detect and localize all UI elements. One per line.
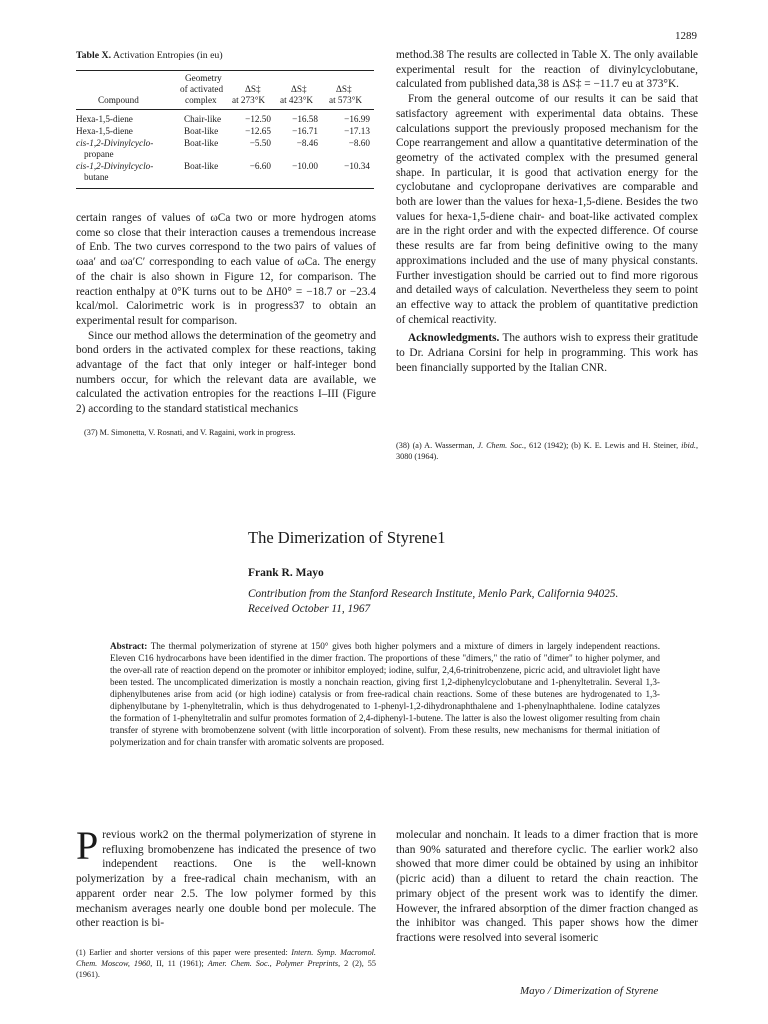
row-3-compound: cis-1,2-Divinylcyclo- — [76, 138, 154, 148]
row-4-v2: −10.00 — [292, 161, 318, 171]
row-3-compound-cont: propane — [84, 149, 114, 159]
header-geometry-3: complex — [185, 95, 217, 105]
header-temp-2: at 423°K — [280, 95, 314, 105]
header-geometry-1: Geometry — [185, 73, 222, 83]
article-title: The Dimerization of Styrene1 — [248, 528, 446, 547]
footnote-38-a: (38) (a) A. Wasserman, — [396, 441, 478, 450]
footnote-38-b-rest: , 3080 (1964). — [396, 441, 699, 461]
paragraph: Since our method allows the determination of the geometry and bond orders in the activated complex for these reactions, taking advantage of the fact that only integer or half-integer bond numbers occur, for which the relevant data are available, we calculated the activation entropies for the reactions I–III (Figure 2) according to the standard statistical mechanics — [76, 329, 376, 416]
footnote-37: (37) M. Simonetta, V. Rosnati, and V. Ragaini, work in progress. — [84, 428, 296, 437]
table-header-rule — [76, 109, 374, 110]
row-1-v1: −12.50 — [245, 114, 271, 124]
header-ds-1: ΔS‡ — [245, 84, 261, 94]
table-caption — [76, 50, 223, 61]
page-number: 1289 — [675, 30, 697, 42]
footnote-1-source-1: Intern. Symp. Macromol. Chem. Moscow, 1960 — [76, 948, 376, 968]
right-column-body: molecular and nonchain. It leads to a dimer fraction that is more than 90% saturated and therefore cyclic. The earlier work2 also showed that more dimer could be obtained by using an inhibitor (picric acid) than a diluent to retard the chain reaction. The primary object of the present work was to identify the dimer. However, the infrared absorption of the dimer fraction changed as the inhibitor was changed. This paper shows how the dimer fractions were resolved into several isomeric — [396, 829, 698, 944]
row-3-v3: −8.60 — [348, 138, 370, 148]
footnote-1-source-2: Amer. Chem. Soc., Polymer Preprints — [207, 959, 339, 968]
footnote-1-mid: , II, 11 (1961); — [150, 959, 208, 968]
table-top-rule — [76, 70, 374, 71]
paragraph: From the general outcome of our results it can be said that satisfactory agreement with experimental data obtains. These calculations support the previously proposed mechanism for the Cope rearrangement and allow a quantitative determination of the geometry of the activated complex with the presumed general shape. In particular, it is good that activation energy for the cyclobutane and cyclopropane derivatives are comparable and both are lower than the values for hexa-1,5-diene. Besides the two values for hexa-1,5-diene chair- and boat-like activated complex are in the right order and with the expected difference. Of course these results are far from being definitive owing to the many approximations included and the use of many physical constants. Further investigation should be carried out to find more rigorous and detailed ways of calculation. Nevertheless they seem to point an effective way to attack the problem of quantitative prediction of chemical reactivity. — [396, 93, 698, 326]
row-2-compound: Hexa-1,5-diene — [76, 126, 133, 136]
header-ds-3: ΔS‡ — [336, 84, 352, 94]
row-2-v3: −17.13 — [344, 126, 370, 136]
left-column-body — [76, 823, 376, 931]
abstract — [110, 640, 660, 748]
affiliation-text: Contribution from the Stanford Research Institute, Menlo Park, California 94025. — [248, 588, 619, 600]
drop-cap: P — [76, 823, 99, 868]
paragraph: certain ranges of values of ωCa two or more hydrogen atoms come so close that their interaction causes a tremendous increase of Enb. The two curves correspond to the two pairs of values of ωaa′ and ωa′C′ corresponding to each value of ωCa. The energy of the chair is also shown in Figure 12, for comparison. The reaction enthalpy at 0°K turns out to be ΔH0° = −18.7 or −23.4 kcal/mol. Calorimetric work is in progress37 to obtain an experimental result for comparison. — [76, 212, 376, 327]
row-4-compound-cont: butane — [84, 172, 109, 182]
row-2-v2: −16.71 — [292, 126, 318, 136]
acknowledgments — [396, 331, 698, 375]
left-column-top — [76, 211, 376, 417]
row-4-v1: −6.60 — [249, 161, 271, 171]
row-4-v3: −10.34 — [344, 161, 370, 171]
footnote-1 — [76, 947, 376, 980]
footnote-1-pre: (1) Earlier and shorter versions of this paper were presented: — [76, 948, 292, 957]
footnote-38 — [396, 440, 698, 462]
row-1-geometry: Chair-like — [184, 114, 222, 124]
header-temp-1: at 273°K — [232, 95, 266, 105]
article-author: Frank R. Mayo — [248, 567, 324, 579]
footnote-38-a-journal: J. Chem. Soc. — [477, 441, 525, 450]
body-text-left: revious work2 on the thermal polymerization of styrene in refluxing bromobenzene has indicated the presence of two independent reactions. One is the well-known polymerization by a free-radical chain mechanism, with an apparent order near 2.5. The low polymer formed by this mechanism averages nearly one double bond per molecule. The other reaction is bi- — [76, 829, 376, 930]
header-ds-2: ΔS‡ — [291, 84, 307, 94]
header-temp-3: at 573°K — [329, 95, 363, 105]
row-1-compound: Hexa-1,5-diene — [76, 114, 133, 124]
row-1-v3: −16.99 — [344, 114, 370, 124]
acknowledgments-label: Acknowledgments. — [408, 332, 500, 345]
paragraph: method.38 The results are collected in Table X. The only available experimental result for the reaction of divinylcyclobutane, calculated from published data,38 is ΔS‡ = −11.7 eu at 373°K. — [396, 49, 698, 91]
abstract-text: The thermal polymerization of styrene at 150° gives both higher polymers and a mixture of dimers in largely independent reactions. Eleven C16 hydrocarbons have been identified in the dimer fraction. The proportions of these "dimers," the ratio of "dimer" to higher polymer, and the over-all rate of reaction depend on the promoter or inhibitor employed; iodine, sulfur, 2,4,6-trinitrobenzene, picric acid, and ultraviolet light have been tested. The uncomplicated dimerization is mostly a nonchain reaction, giving first 1,2-diphenylcyclobutane and 1-phenyltetralin. Several 1,3-diphenylbutenes arise from acid (or high iodine) catalysis or from free-radical chain reactions. Some of these butenes are hydrogenated to 1,3-diphenylbutane by 1-phenyltetralin, which is thus dehydrogenated to 1-phenyl-1,2-dihydronaphthalene and 1-phenylnaphthalene. Iodine catalyzes the formation of 1-phenyltetralin and sulfur promotes formation of 2,4-diphenyl-1-butene. The latter is also the lowest oligomer resulting from chain transfer of styrene with bromobenzene solvent (with little incorporation of solvent). From these results, new mechanisms for thermal initiation of polymerization and for chain transfer with aromatic solvents are proposed. — [110, 641, 660, 747]
received-date: Received October 11, 1967 — [248, 602, 371, 615]
header-geometry-2: of activated — [180, 84, 224, 94]
footnote-38-a-rest: , 612 (1942); (b) K. E. Lewis and H. Steiner, — [524, 441, 682, 450]
row-3-v1: −5.50 — [249, 138, 271, 148]
header-compound: Compound — [98, 95, 139, 105]
row-3-v2: −8.46 — [296, 138, 318, 148]
row-2-geometry: Boat-like — [184, 126, 219, 136]
article-affiliation — [248, 587, 698, 616]
acknowledgments-text: The authors wish to express their gratitude to Dr. Adriana Corsini for help in programming. This work has been financially supported by the Italian CNR. — [396, 332, 698, 374]
abstract-label: Abstract: — [110, 641, 148, 651]
table-caption-text: Activation Entropies (in eu) — [112, 50, 223, 61]
row-4-compound: cis-1,2-Divinylcyclo- — [76, 161, 154, 171]
row-2-v1: −12.65 — [245, 126, 271, 136]
row-3-geometry: Boat-like — [184, 138, 219, 148]
right-column-top — [396, 48, 698, 375]
table-caption-label: Table X. — [76, 50, 112, 61]
row-4-geometry: Boat-like — [184, 161, 219, 171]
row-1-v2: −16.58 — [292, 114, 318, 124]
footnote-1-post: , 2 (2), 55 (1961). — [76, 959, 376, 979]
running-head: Mayo / Dimerization of Styrene — [520, 985, 659, 997]
table-bottom-rule — [76, 188, 374, 189]
footnote-38-b-journal: ibid. — [681, 441, 696, 450]
